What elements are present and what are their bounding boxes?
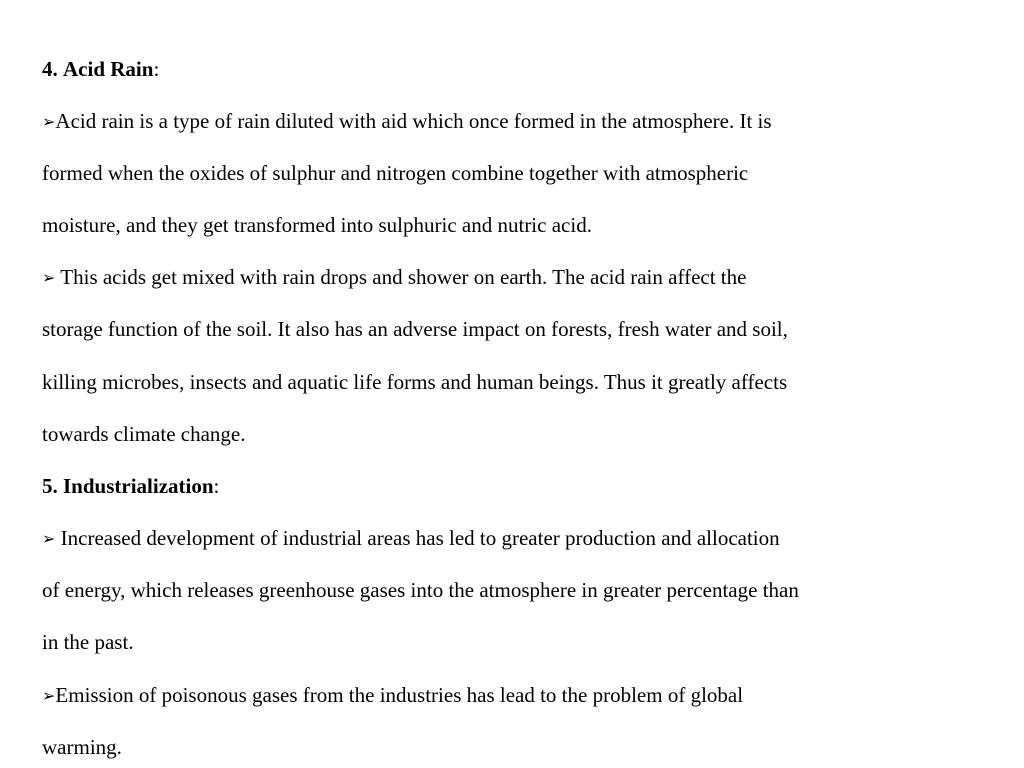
paragraph-text: Increased development of industrial areas has led to greater production and allocation [60, 526, 780, 550]
paragraph-line: warming. [42, 735, 122, 759]
paragraph-line: in the past. [42, 630, 134, 654]
section-heading-industrialization [42, 472, 219, 500]
section-title: Industrialization [63, 474, 214, 498]
paragraph-line: towards climate change. [42, 422, 246, 446]
paragraph-line: storage function of the soil. It also has an adverse impact on forests, fresh water and soil, [42, 317, 788, 341]
paragraph-text: Acid rain is a type of rain diluted with aid which once formed in the atmosphere. It is [55, 109, 772, 133]
paragraph-line: moisture, and they get transformed into sulphuric and nutric acid. [42, 213, 592, 237]
bullet-arrow-icon: ➢ [42, 531, 56, 548]
bullet-line [42, 681, 743, 709]
bullet-arrow-icon: ➢ [42, 270, 56, 287]
section-number: 5. [42, 474, 58, 498]
section-heading-acid-rain [42, 55, 159, 83]
paragraph-line: formed when the oxides of sulphur and nitrogen combine together with atmospheric [42, 161, 749, 185]
section-title: Acid Rain [63, 57, 154, 81]
paragraph-line: of energy, which releases greenhouse gases into the atmosphere in greater percentage than [42, 578, 799, 602]
paragraph-text: Emission of poisonous gases from the industries has lead to the problem of global [55, 683, 744, 707]
section-number: 4. [42, 57, 58, 81]
section-title-suffix: : [153, 57, 160, 81]
bullet-arrow-icon: ➢ [42, 688, 56, 705]
bullet-line [42, 524, 780, 552]
paragraph-text: This acids get mixed with rain drops and shower on earth. The acid rain affect the [60, 265, 747, 289]
bullet-line [42, 107, 772, 135]
bullet-line [42, 263, 746, 291]
section-title-suffix: : [213, 474, 220, 498]
paragraph-line: killing microbes, insects and aquatic life forms and human beings. Thus it greatly affects [42, 370, 788, 394]
bullet-arrow-icon: ➢ [42, 114, 56, 131]
